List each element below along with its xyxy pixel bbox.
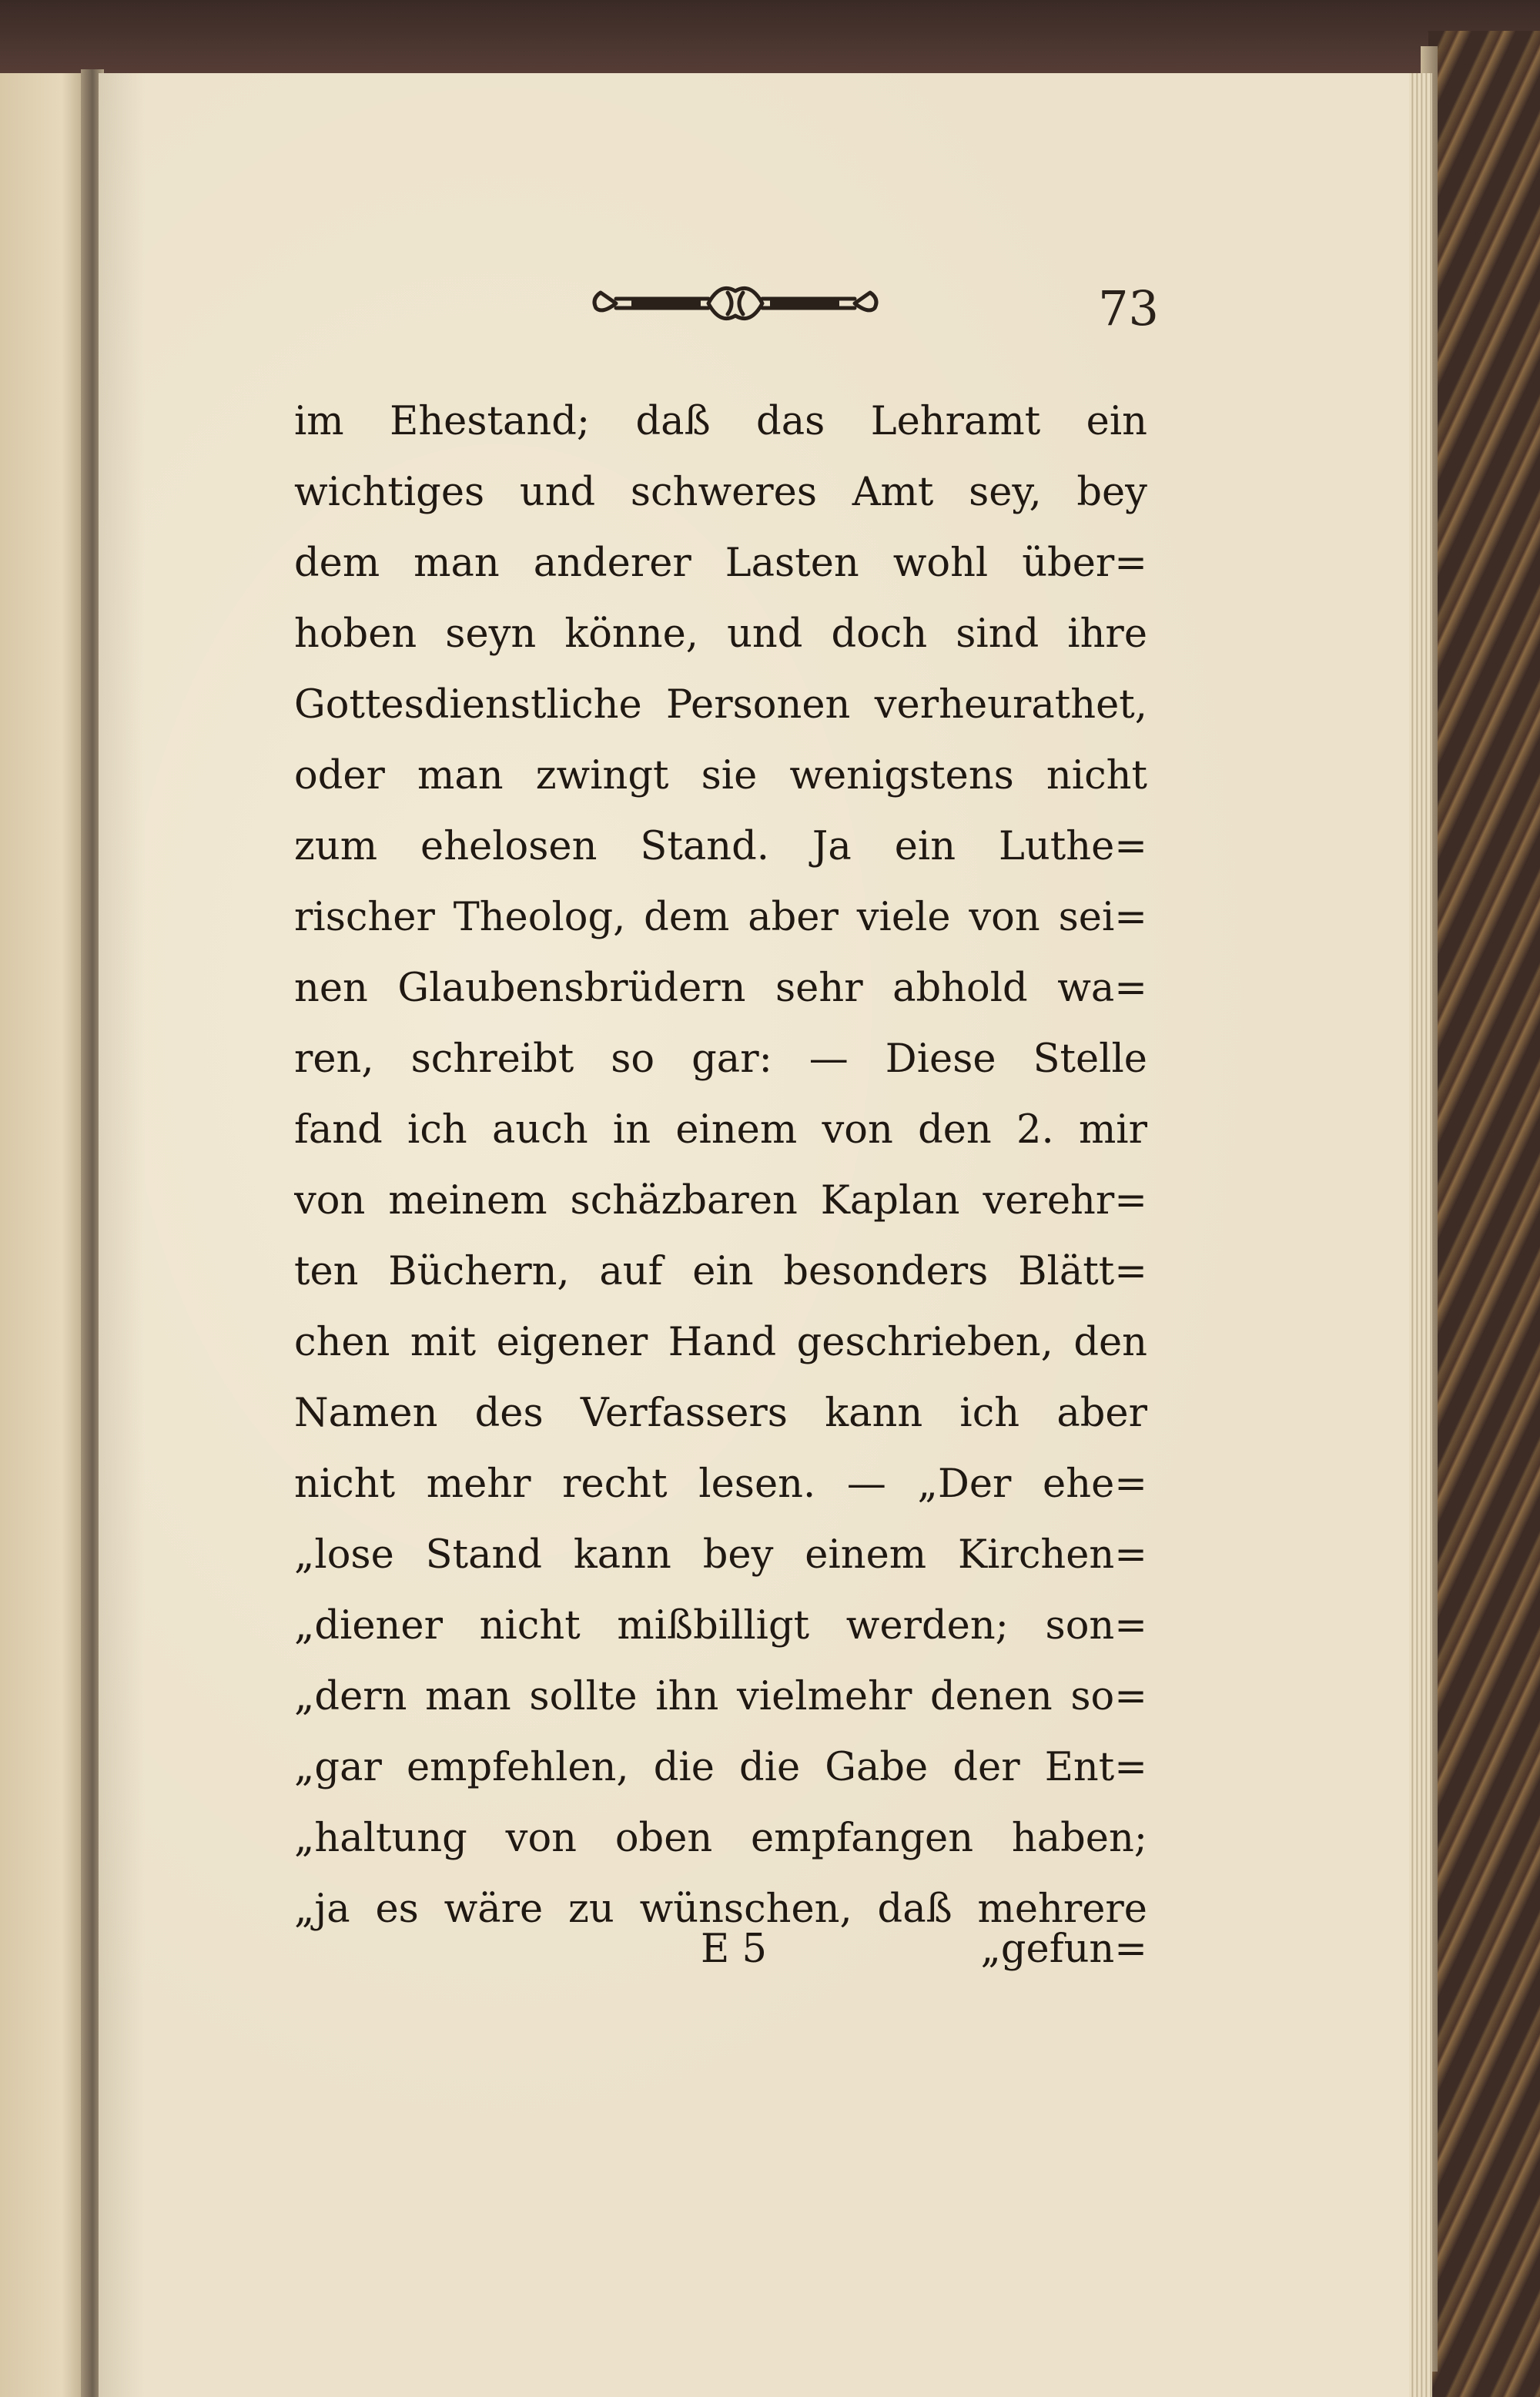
text-line: dem man anderer Lasten wohl über= [294, 541, 1147, 586]
page-number: 73 [1098, 280, 1159, 336]
text-line: „ja es wäre zu wünschen, daß mehrere [294, 1886, 1147, 1932]
text-line: wichtiges und schweres Amt sey, bey [294, 470, 1147, 515]
text-line: ten Büchern, auf ein besonders Blätt= [294, 1249, 1147, 1294]
text-line: Gottesdienstliche Personen verheurathet, [294, 682, 1147, 728]
page-footer [294, 1927, 1147, 1988]
text-line: zum ehelosen Stand. Ja ein Luthe= [294, 824, 1147, 869]
catchword: „gefun= [980, 1927, 1147, 1972]
text-line: Namen des Verfassers kann ich aber [294, 1391, 1147, 1436]
text-line: chen mit eigener Hand geschrieben, den [294, 1320, 1147, 1365]
text-line: ren, schreibt so gar: — Diese Stelle [294, 1036, 1147, 1082]
text-line: oder man zwingt sie wenigstens nicht [294, 753, 1147, 798]
text-line: im Ehestand; daß das Lehramt ein [294, 399, 1147, 444]
text-line: „dern man sollte ihn vielmehr denen so= [294, 1674, 1147, 1719]
headpiece-ornament-icon [585, 276, 886, 331]
text-line: von meinem schäzbaren Kaplan verehr= [294, 1178, 1147, 1224]
text-line: „haltung von oben empfangen haben; [294, 1816, 1147, 1861]
text-line: „lose Stand kann bey einem Kirchen= [294, 1532, 1147, 1578]
book-cover-marbled [1428, 31, 1540, 2397]
text-line: „gar empfehlen, die die Gabe der Ent= [294, 1745, 1147, 1790]
text-line: nicht mehr recht lesen. — „Der ehe= [294, 1461, 1147, 1507]
book-cover-top [0, 0, 1540, 85]
text-line: nen Glaubensbrüdern sehr abhold wa= [294, 966, 1147, 1011]
text-line: fand ich auch in einem von den 2. mir [294, 1107, 1147, 1153]
page-stack-edges [1409, 73, 1432, 2397]
signature-mark: E 5 [701, 1927, 767, 1972]
text-line: „diener nicht mißbilligt werden; son= [294, 1603, 1147, 1649]
text-line: rischer Theolog, dem aber viele von sei= [294, 895, 1147, 940]
facing-page-edge [0, 73, 89, 2397]
body-text [294, 387, 1147, 1945]
text-line: hoben seyn könne, und doch sind ihre [294, 611, 1147, 657]
